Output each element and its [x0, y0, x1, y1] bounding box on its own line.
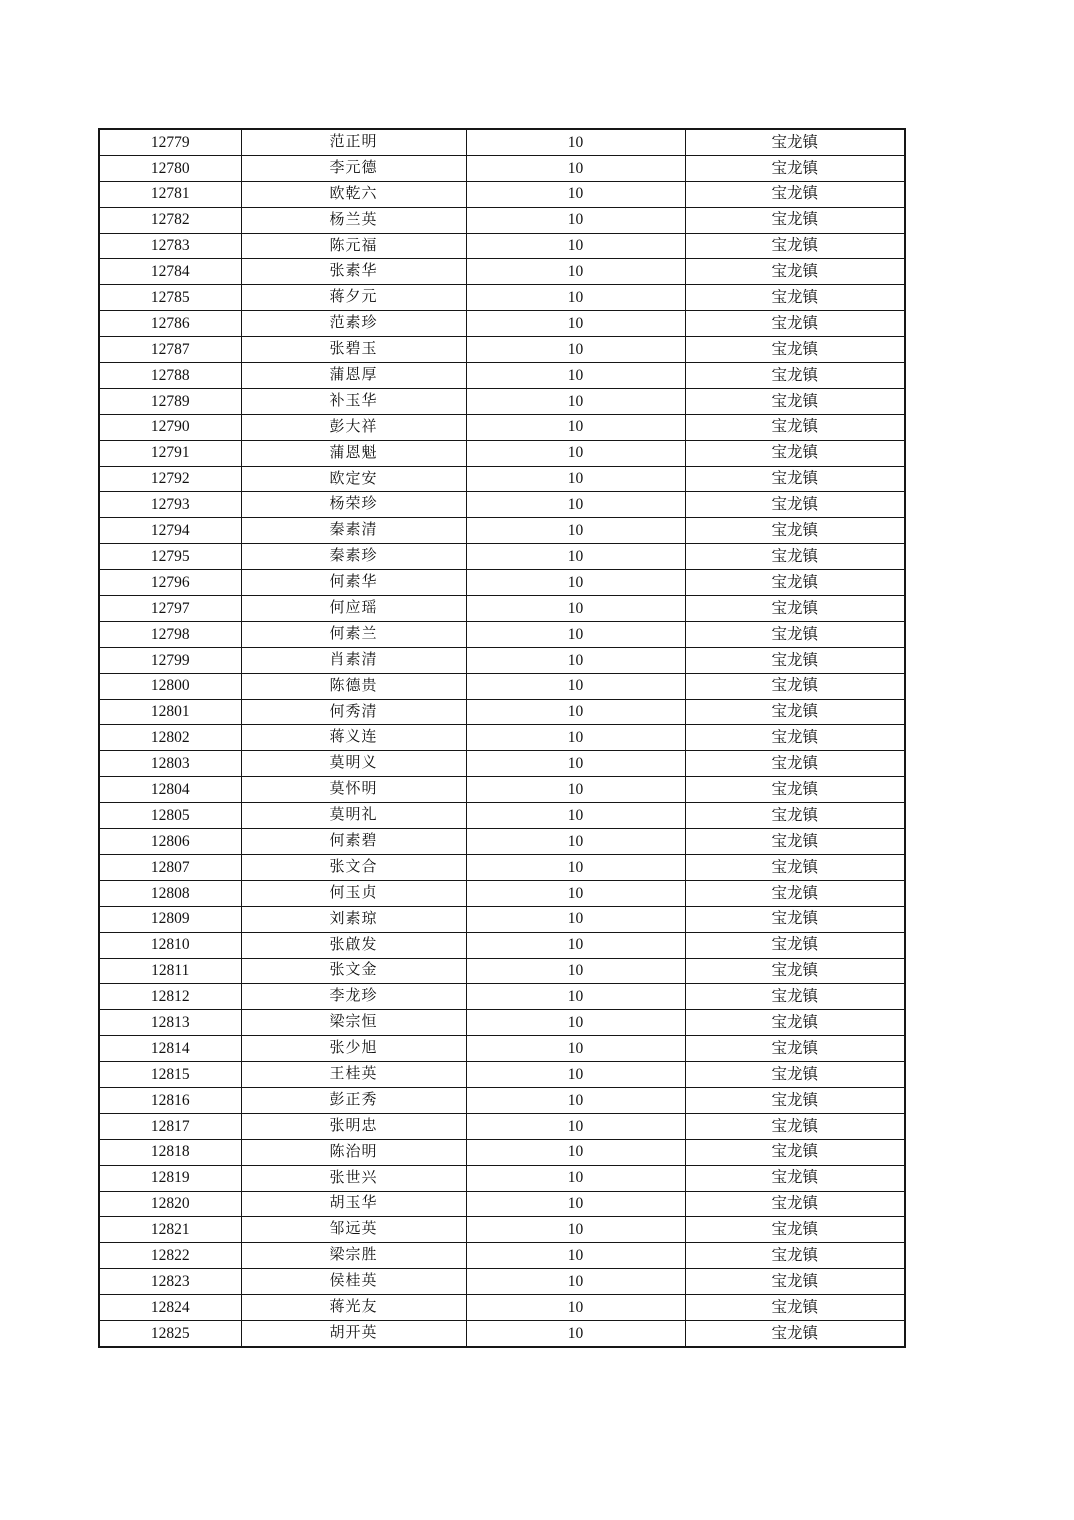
name-cell: 蒲恩厚	[241, 363, 466, 389]
serial-cell: 12801	[99, 699, 241, 725]
name-cell: 何素碧	[241, 829, 466, 855]
serial-cell: 12803	[99, 751, 241, 777]
town-cell: 宝龙镇	[685, 906, 905, 932]
town-cell: 宝龙镇	[685, 440, 905, 466]
table-row	[99, 854, 905, 880]
table-row	[99, 388, 905, 414]
table-row	[99, 1217, 905, 1243]
count-cell: 10	[466, 984, 685, 1010]
serial-cell: 12781	[99, 181, 241, 207]
count-cell: 10	[466, 1217, 685, 1243]
serial-cell: 12783	[99, 233, 241, 259]
table-row	[99, 777, 905, 803]
table-row	[99, 181, 905, 207]
table-row	[99, 958, 905, 984]
table-row	[99, 699, 905, 725]
table-row	[99, 363, 905, 389]
table-row	[99, 492, 905, 518]
count-cell: 10	[466, 673, 685, 699]
count-cell: 10	[466, 725, 685, 751]
name-cell: 张啟发	[241, 932, 466, 958]
town-cell: 宝龙镇	[685, 751, 905, 777]
count-cell: 10	[466, 1113, 685, 1139]
serial-cell: 12782	[99, 207, 241, 233]
town-cell: 宝龙镇	[685, 1295, 905, 1321]
serial-cell: 12809	[99, 906, 241, 932]
serial-cell: 12808	[99, 880, 241, 906]
count-cell: 10	[466, 621, 685, 647]
count-cell: 10	[466, 854, 685, 880]
serial-cell: 12792	[99, 466, 241, 492]
count-cell: 10	[466, 803, 685, 829]
table-row	[99, 1036, 905, 1062]
table-row	[99, 544, 905, 570]
table-row	[99, 1295, 905, 1321]
town-cell: 宝龙镇	[685, 932, 905, 958]
table-row	[99, 984, 905, 1010]
name-cell: 蒋夕元	[241, 285, 466, 311]
serial-cell: 12800	[99, 673, 241, 699]
town-cell: 宝龙镇	[685, 673, 905, 699]
count-cell: 10	[466, 544, 685, 570]
count-cell: 10	[466, 518, 685, 544]
town-cell: 宝龙镇	[685, 1217, 905, 1243]
serial-cell: 12812	[99, 984, 241, 1010]
town-cell: 宝龙镇	[685, 181, 905, 207]
count-cell: 10	[466, 932, 685, 958]
name-cell: 刘素琼	[241, 906, 466, 932]
table-row	[99, 880, 905, 906]
town-cell: 宝龙镇	[685, 570, 905, 596]
name-cell: 王桂英	[241, 1062, 466, 1088]
town-cell: 宝龙镇	[685, 958, 905, 984]
count-cell: 10	[466, 751, 685, 777]
serial-cell: 12824	[99, 1295, 241, 1321]
name-cell: 张世兴	[241, 1165, 466, 1191]
serial-cell: 12799	[99, 647, 241, 673]
count-cell: 10	[466, 1036, 685, 1062]
serial-cell: 12798	[99, 621, 241, 647]
town-cell: 宝龙镇	[685, 337, 905, 363]
table-row	[99, 440, 905, 466]
serial-cell: 12825	[99, 1320, 241, 1346]
town-cell: 宝龙镇	[685, 207, 905, 233]
serial-cell: 12786	[99, 311, 241, 337]
count-cell: 10	[466, 1139, 685, 1165]
town-cell: 宝龙镇	[685, 1139, 905, 1165]
count-cell: 10	[466, 777, 685, 803]
table-row	[99, 906, 905, 932]
name-cell: 梁宗胜	[241, 1243, 466, 1269]
name-cell: 蒋光友	[241, 1295, 466, 1321]
count-cell: 10	[466, 699, 685, 725]
count-cell: 10	[466, 337, 685, 363]
table-row	[99, 337, 905, 363]
name-cell: 何玉贞	[241, 880, 466, 906]
table-row	[99, 311, 905, 337]
town-cell: 宝龙镇	[685, 1113, 905, 1139]
table-row	[99, 1320, 905, 1346]
name-cell: 陈治明	[241, 1139, 466, 1165]
table-row	[99, 1113, 905, 1139]
name-cell: 何应瑶	[241, 596, 466, 622]
name-cell: 欧乾六	[241, 181, 466, 207]
serial-cell: 12818	[99, 1139, 241, 1165]
table-row	[99, 1010, 905, 1036]
table-row	[99, 725, 905, 751]
serial-cell: 12796	[99, 570, 241, 596]
serial-cell: 12807	[99, 854, 241, 880]
town-cell: 宝龙镇	[685, 880, 905, 906]
serial-cell: 12820	[99, 1191, 241, 1217]
count-cell: 10	[466, 647, 685, 673]
name-cell: 张文合	[241, 854, 466, 880]
town-cell: 宝龙镇	[685, 1036, 905, 1062]
serial-cell: 12806	[99, 829, 241, 855]
town-cell: 宝龙镇	[685, 829, 905, 855]
town-cell: 宝龙镇	[685, 259, 905, 285]
name-cell: 梁宗恒	[241, 1010, 466, 1036]
count-cell: 10	[466, 829, 685, 855]
count-cell: 10	[466, 1087, 685, 1113]
serial-cell: 12795	[99, 544, 241, 570]
table-row	[99, 259, 905, 285]
serial-cell: 12816	[99, 1087, 241, 1113]
serial-cell: 12780	[99, 155, 241, 181]
count-cell: 10	[466, 880, 685, 906]
count-cell: 10	[466, 129, 685, 155]
serial-cell: 12819	[99, 1165, 241, 1191]
table-row	[99, 570, 905, 596]
town-cell: 宝龙镇	[685, 596, 905, 622]
table-row	[99, 803, 905, 829]
table-row	[99, 1139, 905, 1165]
records-table-body	[99, 129, 905, 1347]
records-table	[98, 128, 906, 1348]
serial-cell: 12822	[99, 1243, 241, 1269]
town-cell: 宝龙镇	[685, 1087, 905, 1113]
count-cell: 10	[466, 388, 685, 414]
serial-cell: 12793	[99, 492, 241, 518]
town-cell: 宝龙镇	[685, 647, 905, 673]
name-cell: 秦素珍	[241, 544, 466, 570]
name-cell: 陈德贵	[241, 673, 466, 699]
table-row	[99, 1243, 905, 1269]
count-cell: 10	[466, 1320, 685, 1346]
table-row	[99, 596, 905, 622]
name-cell: 张碧玉	[241, 337, 466, 363]
serial-cell: 12817	[99, 1113, 241, 1139]
town-cell: 宝龙镇	[685, 803, 905, 829]
count-cell: 10	[466, 259, 685, 285]
table-row	[99, 829, 905, 855]
town-cell: 宝龙镇	[685, 518, 905, 544]
name-cell: 李龙珍	[241, 984, 466, 1010]
town-cell: 宝龙镇	[685, 621, 905, 647]
table-row	[99, 647, 905, 673]
count-cell: 10	[466, 596, 685, 622]
count-cell: 10	[466, 1295, 685, 1321]
table-row	[99, 1191, 905, 1217]
table-row	[99, 233, 905, 259]
town-cell: 宝龙镇	[685, 388, 905, 414]
count-cell: 10	[466, 492, 685, 518]
town-cell: 宝龙镇	[685, 285, 905, 311]
table-row	[99, 155, 905, 181]
count-cell: 10	[466, 570, 685, 596]
count-cell: 10	[466, 1165, 685, 1191]
count-cell: 10	[466, 1062, 685, 1088]
serial-cell: 12787	[99, 337, 241, 363]
table-row	[99, 673, 905, 699]
serial-cell: 12811	[99, 958, 241, 984]
count-cell: 10	[466, 440, 685, 466]
town-cell: 宝龙镇	[685, 414, 905, 440]
town-cell: 宝龙镇	[685, 233, 905, 259]
town-cell: 宝龙镇	[685, 699, 905, 725]
name-cell: 张明忠	[241, 1113, 466, 1139]
count-cell: 10	[466, 311, 685, 337]
serial-cell: 12814	[99, 1036, 241, 1062]
count-cell: 10	[466, 466, 685, 492]
count-cell: 10	[466, 906, 685, 932]
serial-cell: 12802	[99, 725, 241, 751]
name-cell: 莫明义	[241, 751, 466, 777]
count-cell: 10	[466, 233, 685, 259]
table-row	[99, 207, 905, 233]
town-cell: 宝龙镇	[685, 725, 905, 751]
serial-cell: 12791	[99, 440, 241, 466]
table-row	[99, 1062, 905, 1088]
table-row	[99, 1087, 905, 1113]
serial-cell: 12789	[99, 388, 241, 414]
name-cell: 何素华	[241, 570, 466, 596]
name-cell: 胡开英	[241, 1320, 466, 1346]
table-row	[99, 129, 905, 155]
name-cell: 何素兰	[241, 621, 466, 647]
name-cell: 肖素清	[241, 647, 466, 673]
serial-cell: 12815	[99, 1062, 241, 1088]
name-cell: 邹远英	[241, 1217, 466, 1243]
serial-cell: 12797	[99, 596, 241, 622]
name-cell: 胡玉华	[241, 1191, 466, 1217]
serial-cell: 12794	[99, 518, 241, 544]
town-cell: 宝龙镇	[685, 311, 905, 337]
serial-cell: 12785	[99, 285, 241, 311]
serial-cell: 12805	[99, 803, 241, 829]
table-row	[99, 285, 905, 311]
town-cell: 宝龙镇	[685, 129, 905, 155]
count-cell: 10	[466, 181, 685, 207]
name-cell: 秦素清	[241, 518, 466, 544]
count-cell: 10	[466, 1269, 685, 1295]
count-cell: 10	[466, 958, 685, 984]
count-cell: 10	[466, 414, 685, 440]
town-cell: 宝龙镇	[685, 1165, 905, 1191]
serial-cell: 12813	[99, 1010, 241, 1036]
name-cell: 张少旭	[241, 1036, 466, 1062]
table-row	[99, 414, 905, 440]
count-cell: 10	[466, 1191, 685, 1217]
town-cell: 宝龙镇	[685, 1010, 905, 1036]
name-cell: 何秀清	[241, 699, 466, 725]
table-row	[99, 466, 905, 492]
count-cell: 10	[466, 285, 685, 311]
town-cell: 宝龙镇	[685, 854, 905, 880]
serial-cell: 12823	[99, 1269, 241, 1295]
serial-cell: 12788	[99, 363, 241, 389]
name-cell: 范素珍	[241, 311, 466, 337]
town-cell: 宝龙镇	[685, 492, 905, 518]
serial-cell: 12790	[99, 414, 241, 440]
town-cell: 宝龙镇	[685, 1243, 905, 1269]
count-cell: 10	[466, 1243, 685, 1269]
town-cell: 宝龙镇	[685, 984, 905, 1010]
town-cell: 宝龙镇	[685, 1320, 905, 1346]
serial-cell: 12779	[99, 129, 241, 155]
name-cell: 侯桂英	[241, 1269, 466, 1295]
town-cell: 宝龙镇	[685, 1062, 905, 1088]
table-row	[99, 518, 905, 544]
name-cell: 欧定安	[241, 466, 466, 492]
name-cell: 李元德	[241, 155, 466, 181]
name-cell: 彭正秀	[241, 1087, 466, 1113]
serial-cell: 12804	[99, 777, 241, 803]
name-cell: 补玉华	[241, 388, 466, 414]
count-cell: 10	[466, 155, 685, 181]
town-cell: 宝龙镇	[685, 466, 905, 492]
name-cell: 杨兰英	[241, 207, 466, 233]
serial-cell: 12821	[99, 1217, 241, 1243]
town-cell: 宝龙镇	[685, 155, 905, 181]
name-cell: 张文金	[241, 958, 466, 984]
name-cell: 杨荣珍	[241, 492, 466, 518]
count-cell: 10	[466, 207, 685, 233]
name-cell: 蒋义连	[241, 725, 466, 751]
count-cell: 10	[466, 363, 685, 389]
town-cell: 宝龙镇	[685, 363, 905, 389]
serial-cell: 12784	[99, 259, 241, 285]
name-cell: 莫怀明	[241, 777, 466, 803]
count-cell: 10	[466, 1010, 685, 1036]
table-row	[99, 621, 905, 647]
table-row	[99, 1269, 905, 1295]
table-row	[99, 932, 905, 958]
name-cell: 莫明礼	[241, 803, 466, 829]
town-cell: 宝龙镇	[685, 777, 905, 803]
table-row	[99, 1165, 905, 1191]
town-cell: 宝龙镇	[685, 1269, 905, 1295]
table-row	[99, 751, 905, 777]
name-cell: 蒲恩魁	[241, 440, 466, 466]
name-cell: 彭大祥	[241, 414, 466, 440]
town-cell: 宝龙镇	[685, 1191, 905, 1217]
serial-cell: 12810	[99, 932, 241, 958]
town-cell: 宝龙镇	[685, 544, 905, 570]
name-cell: 张素华	[241, 259, 466, 285]
name-cell: 范正明	[241, 129, 466, 155]
name-cell: 陈元福	[241, 233, 466, 259]
